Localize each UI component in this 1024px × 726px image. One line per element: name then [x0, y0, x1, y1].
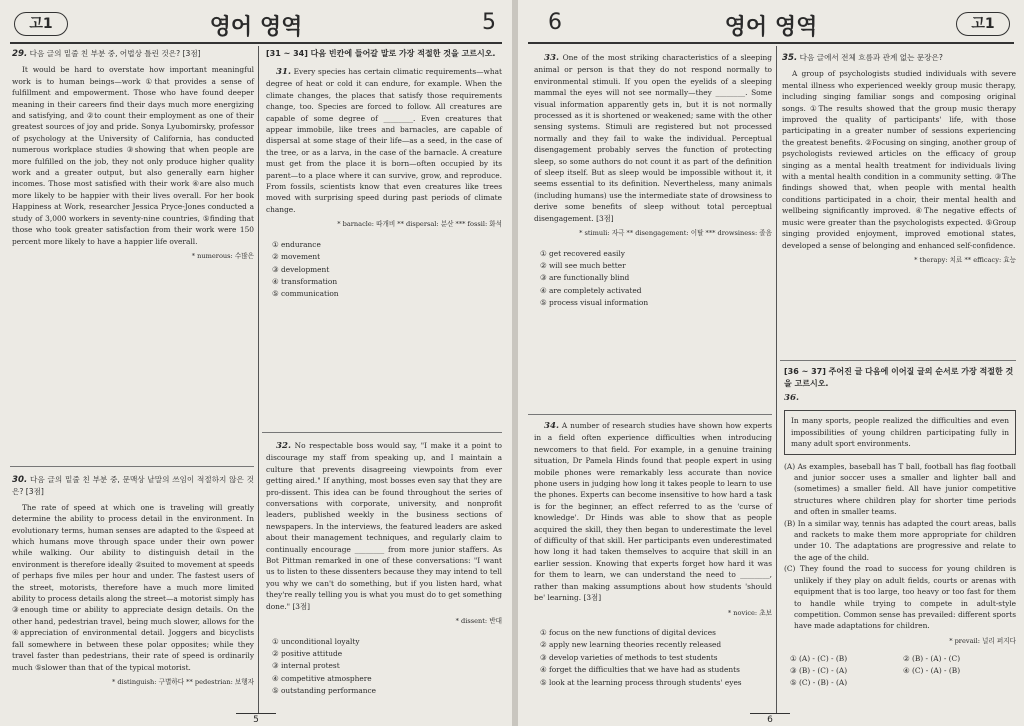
question-35 — [782, 52, 1016, 266]
given-passage-box: In many sports, people realized the difficulties and even impossibilities of young children participating fully in many adult sport environments. — [784, 410, 1016, 454]
passage-text — [534, 52, 772, 224]
answer-choices — [272, 239, 502, 301]
passage-body: No respectable boss would say, "I make it a point to discourage my staff from speaking up, and I maintain a culture that prevents disagreeing viewpoints from ever getting aired." If anything, most bosses even say that they are pro-dissent. This idea can be found throughout the series of conversations with corporate, university, and nonprofit leaders, published weekly in the business sections of newspapers. In the interviews, the featured leaders are asked about their management techniques, and regularly claim to continually encourage ________ from more junior staffers. As Bot Pittman remarked in one of these conversations: "I want us to listen to these dissenters because they may intend to tell you why we can't do something, but if you listen hard, what they're really telling you is what you must do to get something done." [3점] — [266, 441, 502, 611]
question-prompt — [782, 52, 1016, 64]
page-number: 5 — [482, 10, 496, 35]
question-prompt — [12, 474, 254, 498]
prompt-text: 다음 글에서 전체 흐름과 관계 없는 문장은? — [799, 53, 943, 62]
glossary-note: * distinguish: 구별하다 ** pedestrian: 보행자 — [111, 677, 254, 686]
subject-title: 영어 영역 — [724, 15, 818, 40]
answer-choice[interactable]: ② positive attitude — [272, 648, 343, 658]
question-divider — [10, 466, 254, 467]
column-divider — [258, 46, 259, 714]
answer-choices — [540, 627, 772, 689]
right-page — [518, 0, 1024, 726]
glossary-note: * dissent: 반대 — [455, 617, 502, 626]
question-prompt — [12, 48, 254, 60]
question-31 — [266, 66, 502, 301]
question-number: 34. — [544, 421, 559, 431]
page-number: 6 — [548, 10, 562, 35]
right-page-header — [518, 10, 1024, 44]
glossary-note: * stimuli: 자극 ** disengagement: 이탈 *** drowsiness: 졸음 — [579, 229, 772, 238]
answer-choice[interactable]: ① get recovered easily — [540, 248, 625, 258]
answer-choice[interactable]: ① (A) - (C) - (B) — [790, 654, 848, 664]
answer-choice[interactable]: ④ forget the difficulties that we have had as students — [540, 665, 740, 675]
passage-body: One of the most striking characteristics of a sleeping animal or person is that they do not respond normally to environmental stimuli. If you open the eyelids of a sleeping mammal the eyes will not see normally—they ________. Some visual information apparently gets in, but it is not normally processed as it is shortened or weakened; same with the other sensing systems. Stimuli are registered but not processed normally and they fail to wake the individual. Perceptual disengagement probably serves the function of protecting sleep, so some authors do not count it as part of the definition of sleep itself. But as sleep would be impossible without it, it seems essential to its definition. Nevertheless, many animals (including humans) use the intermediate state of drowsiness to derive some benefits of sleep without total perceptual disengagement. [3점] — [534, 53, 772, 223]
answer-choices — [272, 636, 502, 698]
answer-choice[interactable]: ① endurance — [272, 239, 321, 249]
passage-text — [266, 66, 502, 215]
answer-choice[interactable]: ③ (B) - (C) - (A) — [790, 666, 848, 676]
answer-choice[interactable]: ① focus on the new functions of digital devices — [540, 627, 716, 637]
page-footer-number: 5 — [236, 713, 276, 726]
question-34 — [534, 420, 772, 689]
question-number: 32. — [276, 441, 291, 451]
answer-choice[interactable]: ② apply new learning theories recently released — [540, 640, 722, 650]
answer-choice[interactable]: ② (B) - (A) - (C) — [903, 654, 961, 664]
question-number: 33. — [544, 53, 559, 63]
question-number: 31. — [276, 67, 291, 77]
paragraph-c: (C) They found the road to success for young children is unlikely if they play on adult fields, courts or arenas with equipment that is too large, too heavy or too fast for them to handle while trying to compete in adult-style competition. Common sense has prevailed: different sports have made adaptations for children. — [784, 564, 1016, 631]
grade-badge: 고1 — [14, 12, 68, 36]
order-options — [790, 653, 1016, 689]
passage-text: The rate of speed at which one is traveling will greatly determine the ability to process detail in the environment. In evolutionary terms, human senses are adapted to the ①speed at which humans move through space under their own power while walking. Our ability to distinguish detail in the environment is therefore ideally ②suited to movement at speeds of perhaps five miles per hour and under. The fastest users of the street, motorists, therefore have a much more limited ability to process details along the street—a motorist simply has ③enough time or ability to appreciate design details. On the other hand, pedestrian travel, being much slower, allows for the ④appreciation of environmental detail. Joggers and bicyclists fall somewhere in between these polar opposites; while they travel faster than pedestrians, their rate of speed is ordinarily much ⑤slower than that of the typical motorist. — [12, 502, 254, 672]
question-divider — [528, 414, 772, 415]
answer-choice[interactable]: ③ develop varieties of methods to test students — [540, 652, 718, 662]
grade-badge: 고1 — [956, 12, 1010, 36]
passage-text — [266, 440, 502, 612]
answer-choice[interactable]: ③ development — [272, 264, 330, 274]
header-rule — [10, 42, 502, 44]
page-footer-number: 6 — [750, 713, 790, 726]
passage-text: A group of psychologists studied individuals with severe mental illness who experienced weekly group music therapy, including singing familiar songs and composing original songs. ①The results showed that the group music therapy improved the quality of participants' life, with those participating in a greater number of sessions experiencing the greatest benefits. ②Focusing on singing, another group of psychologists reviewed articles on the efficacy of group singing as a mental health treatment for individuals living with a mental health condition in a community setting. ③The findings showed that, when people with mental health conditions participated in a choir, their mental health and wellbeing significantly improved. ④The negative effects of music were greater than the psychologists expected. ⑤Group singing provided enjoyment, improved emotional states, developed a sense of belonging and enhanced self-confidence. — [782, 69, 1016, 250]
prompt-text: 다음 글의 밑줄 친 부분 중, 어법상 틀린 것은? [3점] — [29, 49, 201, 58]
column-divider — [776, 46, 777, 714]
answer-choice[interactable]: ⑤ look at the learning process through students' eyes — [540, 677, 742, 687]
answer-choice[interactable]: ③ are functionally blind — [540, 273, 630, 283]
answer-choice[interactable]: ② will see much better — [540, 260, 626, 270]
answer-choice[interactable]: ⑤ process visual information — [540, 298, 649, 308]
question-36 — [784, 392, 1016, 689]
answer-choice[interactable]: ① unconditional loyalty — [272, 636, 360, 646]
glossary-note: * numerous: 수많은 — [191, 251, 254, 260]
prompt-text: 다음 글의 밑줄 친 부분 중, 문맥상 낱말의 쓰임이 적절하지 않은 것은? [3점] — [12, 475, 254, 497]
glossary-note: * prevail: 널리 퍼지다 — [949, 636, 1016, 645]
answer-choice[interactable]: ⑤ (C) - (B) - (A) — [790, 678, 848, 688]
left-page-header — [0, 10, 512, 44]
answer-choice[interactable]: ⑤ communication — [272, 289, 339, 299]
question-divider — [780, 360, 1016, 361]
header-rule — [528, 42, 1014, 44]
answer-choice[interactable]: ④ are completely activated — [540, 285, 642, 295]
question-number: 35. — [782, 53, 798, 63]
subject-title: 영어 영역 — [209, 15, 303, 40]
question-number: 30. — [12, 475, 28, 485]
paragraph-a: (A) As examples, baseball has T ball, football has flag football and junior soccer uses a smaller and lighter ball and (sometimes) a smaller field. All have junior competitive structures where children play for shorter time periods and often in smaller teams. — [784, 461, 1016, 517]
answer-choice[interactable]: ② movement — [272, 252, 321, 262]
question-30 — [12, 474, 254, 688]
section-header-31-34: [31 ~ 34] 다음 빈칸에 들어갈 말로 가장 적절한 것을 고르시오. — [266, 49, 496, 58]
glossary-note: * novice: 초보 — [727, 608, 772, 617]
answer-choice[interactable]: ④ competitive atmosphere — [272, 673, 372, 683]
answer-choice[interactable]: ④ transformation — [272, 276, 338, 286]
answer-choice[interactable]: ④ (C) - (A) - (B) — [903, 666, 961, 676]
section-header-36-37: [36 ~ 37] 주어진 글 다음에 이어질 글의 순서로 가장 적절한 것을 고르시오. — [784, 367, 1014, 388]
question-29 — [12, 48, 254, 262]
glossary-note: * therapy: 치료 ** efficacy: 효능 — [914, 255, 1016, 264]
question-number — [784, 392, 1016, 404]
paragraph-b: (B) In a similar way, tennis has adapted the court areas, balls and rackets to make them more appropriate for children under 10. The adaptations are progressive and relate to the age of the child. — [784, 518, 1016, 562]
question-divider — [262, 432, 502, 433]
question-number-label: 36. — [784, 393, 799, 403]
answer-choice[interactable]: ③ internal protest — [272, 661, 340, 671]
passage-body: A number of research studies have shown how experts in a field often experience difficulties when introducing newcomers to that field. For example, in a genuine training situation, Dr Pamela Hinds found that people expert in using mobile phones were remarkably less accurate than novice phone users in judging how long it takes people to learn to use the phones. Experts can become insensitive to how hard a task is for the beginner, an effect referred to as the 'curse of knowledge'. Dr Hinds was able to show that as people acquired the skill, they then began to underestimate the level of difficulty of that skill. Her participants even underestimated how long it had taken themselves to acquire that skill in an earlier session. Knowing that experts forget how hard it was for them to learn, we can understand the need to ________, rather than making assumptions about how students 'should be' learning. [3점] — [534, 421, 772, 603]
question-33 — [534, 52, 772, 310]
question-number: 29. — [12, 49, 28, 59]
passage-text — [534, 420, 772, 604]
glossary-note: * barnacle: 따개비 ** dispersal: 분산 *** fossil: 화석 — [337, 220, 502, 229]
passage-body: Every species has certain climatic requirements—what degree of heat or cold it can endure, for example. When the climate changes, the places that satisfy those requirements change, too. Species are forced to follow. All creatures are capable of some degree of ________. Even creatures that appear immobile, like trees and barnacles, are capable of dispersal at some stage of their life—as a seed, in the case of the tree, or as a larva, in the case of the barnacle. A creature must get from the place it is born—often occupied by its parent—to a place where it can survive, grow, and reproduce. From fossils, scientists know that even creatures like trees moved with surprising speed during past periods of climate change. — [266, 67, 502, 214]
answer-choices — [540, 248, 772, 310]
passage-text: It would be hard to overstate how important meaningful work is to human beings—work ①that provides a sense of fulfillment and empowerment. Those who have found deeper meaning in their careers find their days much more energizing and satisfying, and ②to count their employment as one of their greatest sources of joy and pride. Sonya Lyubomirsky, professor of psychology at the University of California, has conducted numerous workplace studies ③showing that when people are more fulfilled on the job, they not only produce higher quality work and a greater output, but also generally earn higher incomes. Those most satisfied with their work ④are also much more likely to be happier with their lives overall. For her book Happiness at Work, researcher Jessica Pryce-Jones conducted a study of 3,000 workers in seventy-nine countries, ⑤finding that those who took greater satisfaction from their work were 150 percent more likely to have a happier life overall. — [12, 65, 254, 246]
question-32 — [266, 440, 502, 698]
answer-choice[interactable]: ⑤ outstanding performance — [272, 686, 377, 696]
